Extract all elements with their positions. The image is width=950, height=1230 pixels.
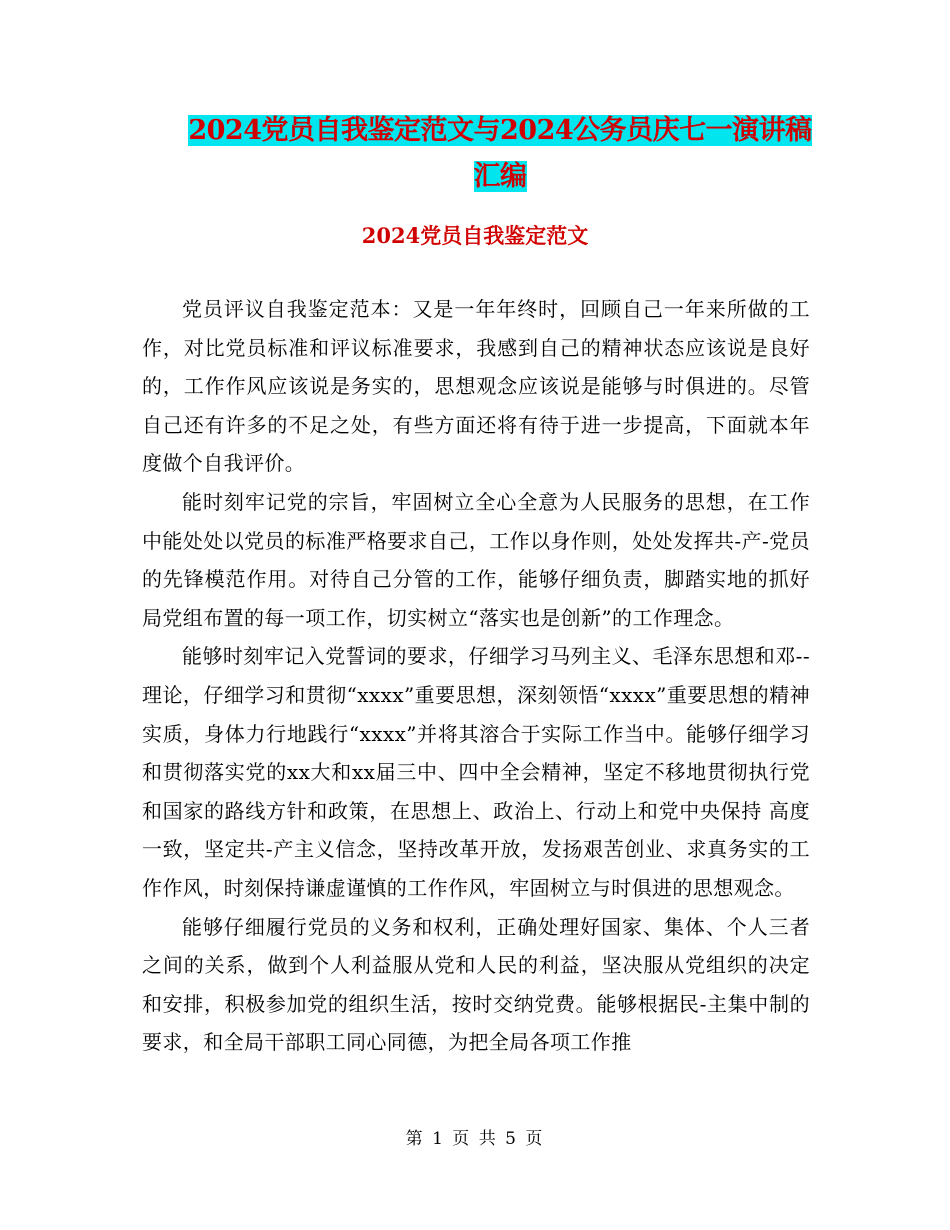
paragraph: 能时刻牢记党的宗旨，牢固树立全心全意为人民服务的思想，在工作中能处处以党员的标准严格要求自己，工作以身作则，处处发挥共-产-党员的先锋模范作用。对待自己分管的工作，能够仔细负责，脚踏实地的抓好局党组布置的每一项工作，切实树立“落实也是创新”的工作理念。: [142, 489, 810, 630]
paragraph: 党员评议自我鉴定范本：又是一年年终时，回顾自己一年来所做的工作，对比党员标准和评议标准要求，我感到自己的精神状态应该说是良好的，工作作风应该说是务实的，思想观念应该说是能够与时俱进的。尽管自己还有许多的不足之处，有些方面还将有待于进一步提高，下面就本年度做个自我评价。: [142, 297, 810, 476]
document-title-text: 2024党员自我鉴定范文与2024公务员庆七一演讲稿汇编: [188, 115, 812, 192]
paragraph: 能够仔细履行党员的义务和权利，正确处理好国家、集体、个人三者之间的关系，做到个人利益服从党和人民的利益，坚决服从党组织的决定和安排，积极参加党的组织生活，按时交纳党费。能够根据民-主集中制的要求，和全局干部职工同心同德，为把全局各项工作推: [142, 914, 810, 1055]
paragraph: 能够时刻牢记入党誓词的要求，仔细学习马列主义、毛泽东思想和邓--理论，仔细学习和贯彻“xxxx”重要思想，深刻领悟“xxxx”重要思想的精神实质，身体力行地践行“xxxx”并将其溶合于实际工作当中。能够仔细学习和贯彻落实党的xx大和xx届三中、四中全会精神，坚定不移地贯彻执行党和国家的路线方针和政策，在思想上、政治上、行动上和党中央保持 高度一致，坚定共-产主义信念，坚持改革开放，发扬艰苦创业、求真务实的工作作风，时刻保持谦虚谨慎的工作作风，牢固树立与时俱进的思想观念。: [142, 644, 810, 900]
document-title: [186, 108, 814, 200]
document-body: [142, 290, 810, 1062]
section-title: 2024党员自我鉴定范文: [361, 223, 589, 248]
page-number-footer: 第 1 页 共 5 页: [405, 1129, 545, 1149]
